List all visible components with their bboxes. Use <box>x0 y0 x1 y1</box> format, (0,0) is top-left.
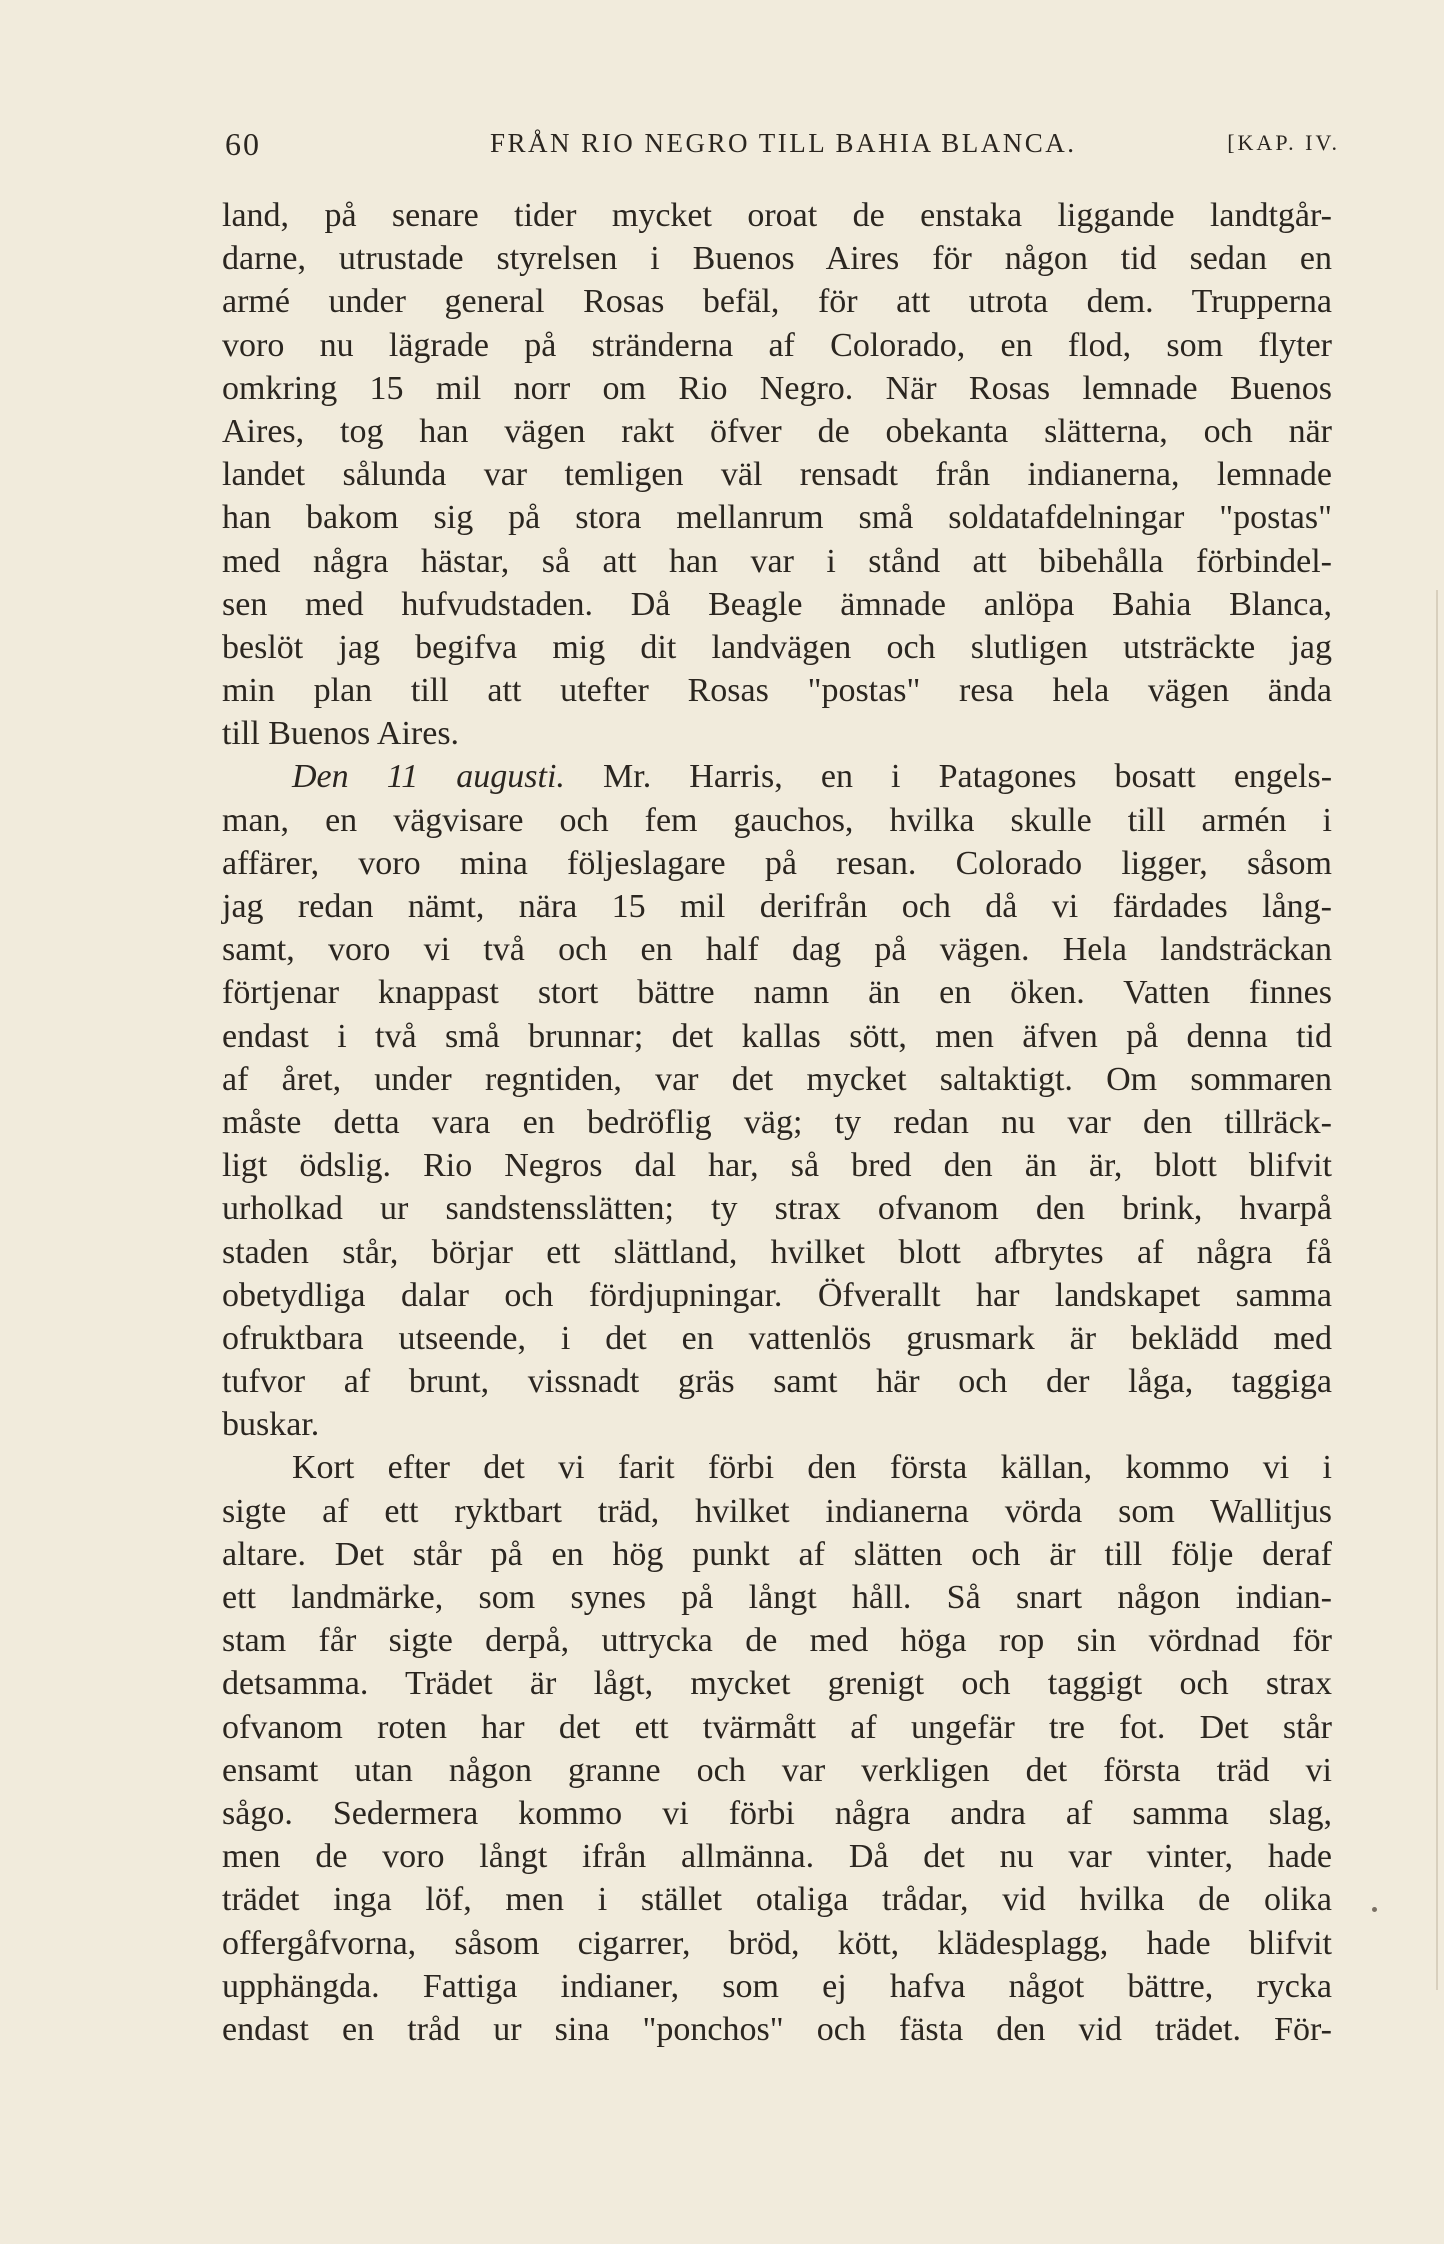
text-line: till Buenos Aires. <box>222 715 460 753</box>
text-line: urholkad ur sandstensslätten; ty strax ofvanom den brink, hvarpå <box>222 1190 1332 1228</box>
text-line: darne, utrustade styrelsen i Buenos Aires för någon tid sedan en <box>222 240 1332 278</box>
text-line: landet sålunda var temligen väl rensadt från indianerna, lemnade <box>222 456 1332 494</box>
text-line: land, på senare tider mycket oroat de enstaka liggande landtgår- <box>222 197 1332 234</box>
text-line: offergåfvorna, såsom cigarrer, bröd, kött, klädesplagg, hade blifvit <box>222 1924 1332 1962</box>
text-line: ofvanom roten har det ett tvärmått af ungefär tre fot. Det står <box>222 1708 1332 1746</box>
body-text <box>222 194 1332 2051</box>
page-header <box>225 126 1340 176</box>
text-line: affärer, voro mina följeslagare på resan. Colorado ligger, såsom <box>222 844 1332 882</box>
text-line: armé under general Rosas befäl, för att utrota dem. Trupperna <box>222 283 1332 321</box>
text-line: min plan till att utefter Rosas "postas" resa hela vägen ända <box>222 672 1332 710</box>
text-line: trädet inga löf, men i stället otaliga trådar, vid hvilka de olika <box>222 1881 1332 1919</box>
page-number: 60 <box>225 126 261 162</box>
text-line: sen med hufvudstaden. Då Beagle ämnade anlöpa Bahia Blanca, <box>222 585 1332 623</box>
text-line: men de voro långt ifrån allmänna. Då det nu var vinter, hade <box>222 1838 1332 1876</box>
text-line: med några hästar, så att han var i stånd att bibehålla förbindel- <box>222 542 1332 580</box>
text-line: detsamma. Trädet är lågt, mycket grenigt och taggigt och strax <box>222 1665 1332 1703</box>
text-line: buskar. <box>222 1406 320 1444</box>
text-line: samt, voro vi två och en half dag på vägen. Hela landsträckan <box>222 931 1332 969</box>
text-line: Aires, tog han vägen rakt öfver de obekanta slätterna, och när <box>222 412 1332 450</box>
text-line: tufvor af brunt, vissnadt gräs samt här och der låga, taggiga <box>222 1363 1332 1401</box>
text-line: endast i två små brunnar; det kallas sött, men äfven på denna tid <box>222 1017 1332 1055</box>
text-line: endast en tråd ur sina "ponchos" och fästa den vid trädet. För- <box>222 2010 1332 2048</box>
text-line: ofruktbara utseende, i det en vattenlös grusmark är beklädd med <box>222 1319 1332 1357</box>
text-line: af året, under regntiden, var det mycket saltaktigt. Om sommaren <box>222 1060 1332 1098</box>
page-edge-shadow <box>1436 590 1438 1990</box>
margin-speck <box>1372 1907 1377 1912</box>
text-line: beslöt jag begifva mig dit landvägen och slutligen utsträckte jag <box>222 628 1332 666</box>
text-line: man, en vägvisare och fem gauchos, hvilka skulle till armén i <box>222 801 1332 839</box>
text-line: ligt ödslig. Rio Negros dal har, så bred den än är, blott blifvit <box>222 1147 1332 1185</box>
chapter-mark: [KAP. IV. <box>1227 130 1340 155</box>
text-line: stam får sigte derpå, uttrycka de med höga rop sin vördnad för <box>222 1622 1332 1660</box>
text-line: staden står, börjar ett slättland, hvilket blott afbrytes af några få <box>222 1233 1332 1271</box>
text-line: upphängda. Fattiga indianer, som ej hafva något bättre, rycka <box>222 1967 1332 2005</box>
text-line: omkring 15 mil norr om Rio Negro. När Rosas lemnade Buenos <box>222 369 1332 407</box>
text-line: ensamt utan någon granne och var verkligen det första träd vi <box>222 1751 1332 1789</box>
text-line: jag redan nämt, nära 15 mil derifrån och då vi färdades lång- <box>222 888 1332 925</box>
text-line: voro nu lägrade på stränderna af Colorado, en flod, som flyter <box>222 326 1332 364</box>
text-line: ett landmärke, som synes på långt håll. Så snart någon indian- <box>222 1579 1332 1616</box>
text-line: Kort efter det vi farit förbi den första källan, kommo vi i <box>292 1449 1332 1487</box>
dated-paragraph-first-line <box>222 755 1332 798</box>
text-line: måste detta vara en bedröflig väg; ty redan nu var den tillräck- <box>222 1103 1332 1141</box>
text-line: altare. Det står på en hög punkt af slätten och är till följe deraf <box>222 1535 1332 1573</box>
text-line: förtjenar knappast stort bättre namn än en öken. Vatten finnes <box>222 974 1332 1012</box>
text-line: han bakom sig på stora mellanrum små soldatafdelningar "postas" <box>222 499 1332 537</box>
date-heading: Den 11 augusti. <box>292 758 565 796</box>
text-line: sågo. Sedermera kommo vi förbi några andra af samma slag, <box>222 1794 1332 1832</box>
running-title: FRÅN RIO NEGRO TILL BAHIA BLANCA. <box>490 128 1077 158</box>
text-line: obetydliga dalar och fördjupningar. Öfverallt har landskapet samma <box>222 1276 1332 1314</box>
text-line: sigte af ett ryktbart träd, hvilket indianerna vörda som Wallitjus <box>222 1492 1332 1530</box>
text-line: Mr. Harris, en i Patagones bosatt engels- <box>603 758 1333 796</box>
